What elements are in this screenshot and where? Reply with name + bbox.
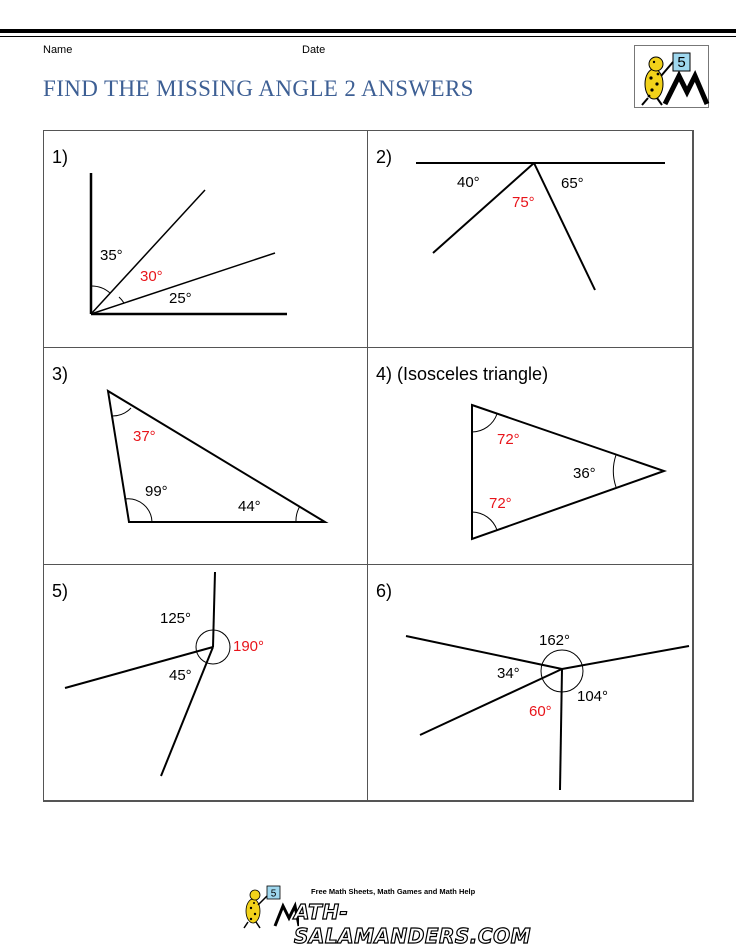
problem-6-angle-given-3: 104° — [577, 688, 609, 705]
problem-3-angle-given-1: 99° — [145, 483, 168, 500]
problem-6-number: 6) — [376, 581, 393, 601]
problem-3-number: 3) — [52, 364, 69, 384]
name-label: Name — [43, 44, 73, 56]
problem-1-figure — [44, 131, 369, 349]
problem-3-angle-answer: 37° — [133, 428, 156, 445]
problem-1-number: 1) — [52, 147, 69, 167]
problem-1-cell — [43, 130, 368, 348]
top-rule-thin — [0, 36, 736, 37]
problem-1-angle-answer: 30° — [140, 268, 163, 285]
salamander-logo — [634, 45, 709, 108]
salamander-logo-icon — [635, 46, 710, 109]
problem-2-angle-given-1: 40° — [457, 174, 480, 191]
problem-1-angle-given-2: 25° — [169, 290, 192, 307]
problem-2-angle-answer: 75° — [512, 194, 535, 211]
problem-5-angle-given-1: 125° — [160, 610, 192, 627]
problem-1-angle-given-1: 35° — [100, 247, 123, 264]
problem-2-cell — [367, 130, 694, 348]
problem-3-cell — [43, 347, 368, 565]
problem-5-cell — [43, 564, 368, 802]
problem-2-number: 2) — [376, 147, 393, 167]
problem-3-angle-given-2: 44° — [238, 498, 261, 515]
problem-4-angle-answer-top: 72° — [497, 431, 520, 448]
footer-salamander-icon — [239, 884, 299, 930]
problem-5-number: 5) — [52, 581, 69, 601]
problem-grid — [43, 130, 693, 801]
problem-6-angle-given-1: 162° — [539, 632, 571, 649]
problem-2-angle-given-2: 65° — [561, 175, 584, 192]
footer-logo-grade: 5 — [270, 888, 277, 900]
problem-6-angle-answer: 60° — [529, 703, 552, 720]
problem-4-number: 4) (Isosceles triangle) — [376, 364, 549, 384]
problem-6-figure — [368, 565, 695, 803]
logo-grade-number: 5 — [677, 54, 686, 71]
footer-branding — [239, 884, 531, 948]
problem-4-angle-given-1: 36° — [573, 465, 596, 482]
footer-brand-text[interactable]: ATH-SALAMANDERS.COM — [294, 900, 531, 948]
problem-5-angle-answer: 190° — [233, 638, 265, 655]
problem-6-cell — [367, 564, 694, 802]
problem-6-angle-given-2: 34° — [497, 665, 520, 682]
problem-4-angle-answer-bottom: 72° — [489, 495, 512, 512]
problem-5-figure — [44, 565, 369, 803]
footer-tagline: Free Math Sheets, Math Games and Math Help — [311, 887, 476, 896]
page-title: FIND THE MISSING ANGLE 2 ANSWERS — [43, 76, 474, 101]
problem-3-figure — [44, 348, 369, 566]
problem-2-figure — [368, 131, 695, 349]
problem-4-figure — [368, 348, 695, 566]
top-rule-thick — [0, 29, 736, 33]
date-label: Date — [302, 44, 326, 56]
problem-4-cell — [367, 347, 694, 565]
problem-5-angle-given-2: 45° — [169, 667, 192, 684]
